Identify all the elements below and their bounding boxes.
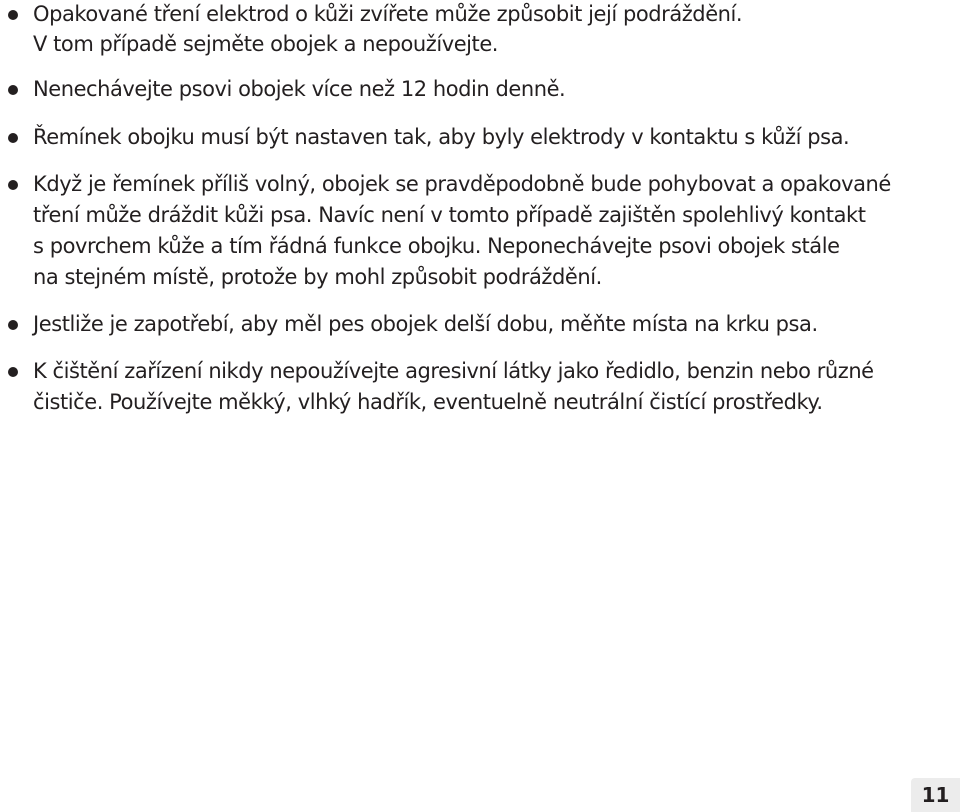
list-item-text: na stejném místě, protože by mohl způsobit podráždění. [33,265,602,289]
page-number: 11 [921,783,950,807]
list-item-text: Nenechávejte psovi obojek více než 12 hodin denně. [33,77,566,101]
bullet-dot-icon [8,180,18,190]
bullet-dot-icon [8,320,18,330]
list-item-text: Když je řemínek příliš volný, obojek se pravděpodobně bude pohybovat a opakované [33,172,891,196]
list-item-text: K čištění zařízení nikdy nepoužívejte agresivní látky jako ředidlo, benzin nebo různé [33,359,874,383]
bullet-dot-icon [8,85,18,95]
list-item-text: s povrchem kůže a tím řádná funkce obojku. Neponechávejte psovi obojek stále [33,234,840,258]
list-item-text: čističe. Používejte měkký, vlhký hadřík, eventuelně neutrální čistící prostředky. [33,390,823,414]
bullet-dot-icon [8,133,18,143]
list-item-text: tření může dráždit kůži psa. Navíc není v tomto případě zajištěn spolehlivý kontakt [33,203,866,227]
list-item-text: Řemínek obojku musí být nastaven tak, aby byly elektrody v kontaktu s kůží psa. [33,125,850,149]
bullet-dot-icon [8,10,18,20]
list-item-text: Jestliže je zapotřebí, aby měl pes obojek delší dobu, měňte místa na krku psa. [33,312,818,336]
bullet-dot-icon [8,367,18,377]
list-item-text: Opakované tření elektrod o kůži zvířete může způsobit její podráždění. [33,2,743,26]
list-item-text: V tom případě sejměte obojek a nepoužívejte. [33,32,499,56]
page-number-badge [911,778,960,812]
